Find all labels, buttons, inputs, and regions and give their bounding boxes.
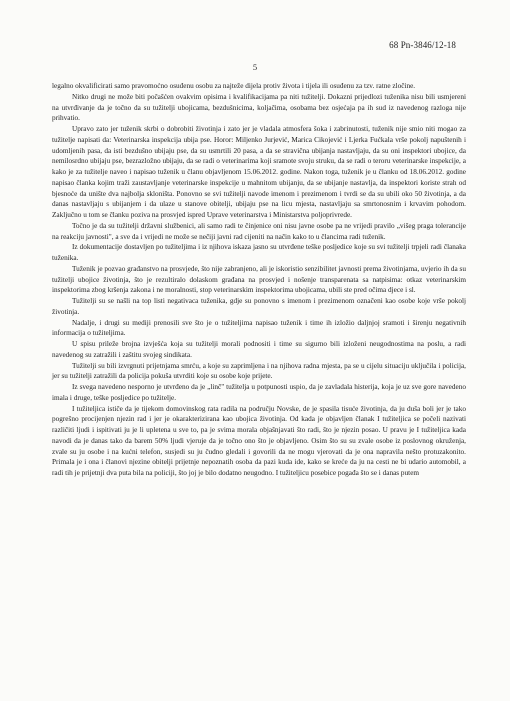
page-number: 5 (252, 62, 258, 72)
paragraph: Nitko drugi ne može biti počašćen ovakvim opisima i kvalifikacijama pa niti tužitelji. Dokazni prijedlozi tuženika nisu bili usmjereni na utvrđivanje da je točno da su tužitelji ubojicama, bezdušnicima, koljačima, osobama bez osjećaja pa ih sud iz navedenog razloga nije prihvatio. (52, 92, 466, 123)
case-number: 68 Pn-3846/12-18 (389, 40, 456, 50)
paragraph: Tuženik je pozvao građanstvo na prosvjede, što nije zabranjeno, ali je iskoristio senzibilitet javnosti prema životinjama, uvjerio ih da su tužitelji ubojice životinja, što je rezultiralo dolaskom građana na prosvjed i nošenje transparenata sa natpisima: otkaz veterinarskim inspektorima zbog kršenja zakona i ne moralnosti, stop veterinarskim inspektorima ubojicama, ubili ste pred očima djece i sl. (52, 264, 466, 295)
paragraph: Iz dokumentacije dostavljen po tužiteljima i iz njihova iskaza jasno su utvrđene teške posljedice koje su svi tužitelji trpjeli radi članaka tuženika. (52, 243, 466, 262)
paragraph: I tužiteljica ističe da je tijekom domovinskog rata radila na području Novske, de je spasila tisuće životinja, da ju duša boli jer je tako pogrešno procijenjen njezin rad i jer je okarakterizirana kao ubojica životinja. Od kada je objavljen članak I tužiteljica se počeli nazivati različiti ljudi i ispitivati ju je li upletena u sve to, pa je svima morala objašnjavati što radi, što je njezin posao. U pravu je I tužiteljica kada navodi da je danas tako da barem 50% ljudi vjeruje da je točno ono što je objavljeno. Osim što su su zvale osobe iz poslovnog okruženja, zvale su ju osobe i na kućni telefon, susjedi su ju čudno gledali i govorili da ne mogu vjerovati da je ona napravila nešto protuzakonito. Primala je i ona i članovi njezine obitelji prijetnje nepoznatih osoba da pazi kuda ide, kako se kreće da ju na cesti ne bi udario automobil, a radi tih je prijetnji dva puta bila na policiji, što joj je bilo dodatno neugodno. I tužiteljicu posebice pogađa što se i danas putem (52, 404, 466, 477)
paragraph: Tužitelji su bili izvrgnuti prijetnjama smrću, a koje su zaprimljena i na njihova radna mjesta, pa se u cijelu situaciju uključila i policija, jer su tužitelji zatražili da policija pokuša utvrditi koje su osobe koje prijete. (52, 361, 466, 381)
paragraph: Nadalje, i drugi su mediji prenosili sve što je o tužiteljima napisao tuženik i time ih izložio daljnjoj sramoti i širenju negativnih informacija o tužiteljima. (52, 318, 466, 338)
paragraph: Upravo zato jer tuženik skrbi o dobrobiti životinja i zato jer je vladala atmosfera šoka i zabrinutosti, tuženik nije smio niti mogao za tužitelje napisati da: Veterinarska inspekcija ubija pse. Horor: Miljenko Jurjević, Marica Cikojević i Ljerka Fućkala vrše pokolj napuštenih i udomljenih pasa, da isti bezdušno ubijaju pse, da su usmrtili 20 pasa, a da se stravična ubijanja nastavljaju, da su oni inspektori ubojice, da nemilosrdno ubijaju pse, bezrazložno ubijaju, da se radi o veterinarima koji sramote svoju struku, da se radi o teroru veterinarske inspekcije, a kako je za tužitelje naveo i napisao tuženik u članu objavljenom 15.06.2012. godine. Nakon toga, tuženik je u članku od 18.06.2012. godine napisao članka kojim traži zaustavljanje veterinarske inspekcije u mahnitom ubijanju, da se ubijanje nastavlja, da inspektori koriste strah od bjesnoće da unište dva najbolja skloništa. Ponovno se svi tužitelji navode imenom i prezimenom i tvrdi se da su ubili oko 50 životinja, a da danas nastavljaju s ubijanjem i da ulaze u stanove obitelji, ubijaju pse na licu mjesta, nastavljaju sa smrtonosnim i krvavim pohodom. Zaključno u tom se članku poziva na prosvjed ispred Uprave veterinarstva i Ministarstva poljoprivrede. (52, 125, 466, 219)
paragraph: Tužitelji su se našli na top listi negativaca tuženika, gdje su ponovno s imenom i prezimenom označeni kao osobe koje vrše pokolj životinja. (52, 297, 466, 316)
document-body (52, 81, 466, 479)
paragraph: U spisu prileže brojna izvješća koja su tužitelji morali podnositi i time su sigurno bili izloženi neugodnostima na poslu, a radi navedenog su zatražili i zaštitu svojeg sindikata. (52, 340, 466, 359)
paragraph: legalno okvalificirati samo pravomoćno osuđenu osobu za najteže dijela protiv života i tijela ili osuđenu za tzv. ratne zločine. (52, 82, 416, 90)
paragraph: Točno je da su tužitelji državni službenici, ali samo radi te činjenice oni nisu javne osobe pa ne vrijedi pravilo „višeg praga tolerancije na reakciju javnosti", a sve da i vrijedi ne može se nečiji javni rad cijeniti na način kako to u člancima radi tuženik. (52, 221, 466, 241)
paragraph: Iz svega navedeno nesporno je utvrđeno da je „linč" tužitelja u potpunosti uspio, da je zavladala histerija, koja je uz sve gore navedeno imala i druge, teške posljedice po tužitelje. (52, 383, 466, 402)
